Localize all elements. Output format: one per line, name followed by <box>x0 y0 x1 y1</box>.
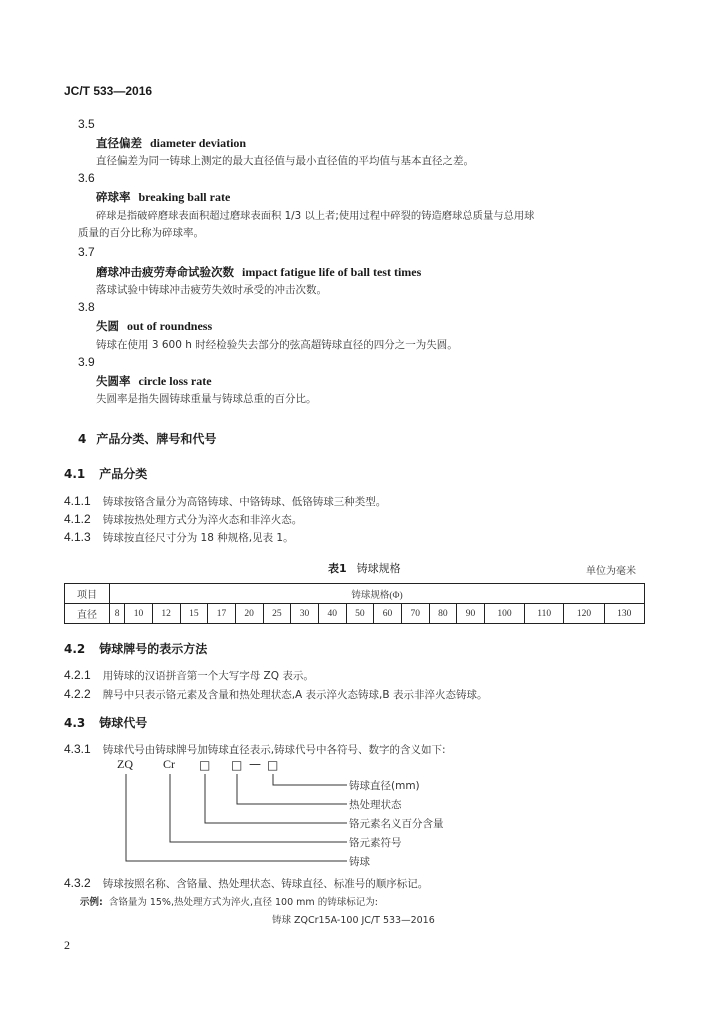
table-unit: 单位为毫米 <box>586 566 636 577</box>
clause-4-1-2: 4.1.2 铸球按热处理方式分为淬火态和非淬火态。 <box>64 512 303 526</box>
term-number: 3.9 <box>78 355 95 369</box>
term-definition: 失圆率是指失圆铸球重量与铸球总重的百分比。 <box>96 393 317 405</box>
term-definition: 落球试验中铸球冲击疲劳失效时承受的冲击次数。 <box>96 284 327 296</box>
term-en: breaking ball rate <box>138 190 231 204</box>
symbol-box-1: □ <box>199 758 211 772</box>
label-cr-symbol: 铬元素符号 <box>349 837 402 849</box>
term-number: 3.5 <box>78 117 95 131</box>
table-cell-diameter: 80 <box>429 604 457 624</box>
clause-4-1-1: 4.1.1 铸球按铬含量分为高铬铸球、中铬铸球、低铬铸球三种类型。 <box>64 494 387 508</box>
term-definition-cont: 质量的百分比称为碎球率。 <box>78 227 204 239</box>
symbol-dash: — <box>249 757 261 771</box>
table-cell-diameter: 120 <box>564 604 604 624</box>
page-number: 2 <box>64 938 70 952</box>
table-cell-diameter: 70 <box>401 604 429 624</box>
term-definition: 直径偏差为同一铸球上测定的最大直径值与最小直径值的平均值与基本直径之差。 <box>96 155 474 167</box>
term-en: circle loss rate <box>138 374 212 388</box>
table-cell-diameter: 100 <box>484 604 524 624</box>
clause-4-3-1: 4.3.1 铸球代号由铸球牌号加铸球直径表示,铸球代号中各符号、数字的含义如下: <box>64 742 446 756</box>
term-zh: 直径偏差 <box>96 136 142 150</box>
term-zh: 失圆 <box>96 319 119 333</box>
table-cell-diameter: 50 <box>346 604 374 624</box>
label-heat: 热处理状态 <box>349 799 402 811</box>
label-diameter: 铸球直径(mm) <box>349 780 420 792</box>
table-cell-diameter: 20 <box>235 604 263 624</box>
leader-heat <box>237 774 347 804</box>
subsection-title: 铸球牌号的表示方法 <box>99 642 208 656</box>
document-code: JC/T 533—2016 <box>64 84 153 98</box>
example-label: 示例: <box>80 897 103 908</box>
symbol-cr: Cr <box>163 757 175 771</box>
term-zh: 失圆率 <box>96 374 131 388</box>
term-definition: 铸球在使用 3 600 h 时经检验失去部分的弦高超铸球直径的四分之一为失圆。 <box>96 339 458 351</box>
table-cell-diameter: 30 <box>291 604 319 624</box>
table-cell-diameter: 60 <box>374 604 402 624</box>
leader-diameter <box>273 774 347 785</box>
subsection-number: 4.1 <box>64 467 86 481</box>
leader-cr-content <box>205 774 347 823</box>
term-number: 3.7 <box>78 245 95 259</box>
symbol-box-3: □ <box>267 758 279 772</box>
term-number: 3.8 <box>78 300 95 314</box>
term-zh: 碎球率 <box>96 190 131 204</box>
term-definition: 碎球是指破碎磨球表面积超过磨球表面积 1/3 以上者;使用过程中碎裂的铸造磨球总质量与总用球 <box>96 210 535 222</box>
table-number: 表1 <box>328 562 347 575</box>
table-cell-diameter: 8 <box>110 604 125 624</box>
term-zh: 磨球冲击疲劳寿命试验次数 <box>96 265 234 279</box>
table-cell-diameter: 12 <box>152 604 180 624</box>
example-mark: 铸球 ZQCr15A-100 JC/T 533—2016 <box>272 915 435 926</box>
section-title: 产品分类、牌号和代号 <box>96 432 217 446</box>
section-number: 4 <box>78 432 87 446</box>
example-text: 含铬量为 15%,热处理方式为淬火,直径 100 mm 的铸球标记为: <box>108 897 378 908</box>
label-cr-content: 铬元素名义百分含量 <box>349 818 444 830</box>
term-en: diameter deviation <box>150 136 247 150</box>
table-cell-diameter: 25 <box>263 604 291 624</box>
subsection-number: 4.2 <box>64 642 86 656</box>
subsection-number: 4.3 <box>64 716 86 730</box>
clause-4-2-1: 4.2.1 用铸球的汉语拼音第一个大写字母 ZQ 表示。 <box>64 668 314 682</box>
clause-4-2-2: 4.2.2 牌号中只表示铬元素及含量和热处理状态,A 表示淬火态铸球,B 表示非淬火态铸球。 <box>64 687 488 701</box>
term-number: 3.6 <box>78 171 95 185</box>
table-title: 铸球规格 <box>356 562 401 575</box>
table-row-label: 直径 <box>65 604 110 624</box>
leader-cr-symbol <box>170 774 347 842</box>
symbol-box-2: □ <box>231 758 243 772</box>
example <box>80 894 378 908</box>
table-cell-diameter: 40 <box>318 604 346 624</box>
subsection-title: 铸球代号 <box>99 716 148 730</box>
term-en: impact fatigue life of ball test times <box>242 265 422 279</box>
clause-4-3-2: 4.3.2 铸球按照名称、含铬量、热处理状态、铸球直径、标准号的顺序标记。 <box>64 876 429 890</box>
table-cell-diameter: 17 <box>208 604 236 624</box>
symbol-zq: ZQ <box>117 757 133 771</box>
table-cell-diameter: 90 <box>457 604 485 624</box>
table-cell-diameter: 15 <box>180 604 208 624</box>
clause-4-1-3: 4.1.3 铸球按直径尺寸分为 18 种规格,见表 1。 <box>64 530 294 544</box>
term-en: out of roundness <box>127 319 213 333</box>
table-header: 铸球规格(Φ) <box>110 584 645 604</box>
table-cell-diameter: 10 <box>125 604 153 624</box>
table-col-label: 项目 <box>65 584 110 604</box>
table-cell-diameter: 130 <box>604 604 644 624</box>
label-ball: 铸球 <box>349 856 370 868</box>
table-cell-diameter: 110 <box>525 604 564 624</box>
subsection-title: 产品分类 <box>99 467 148 481</box>
